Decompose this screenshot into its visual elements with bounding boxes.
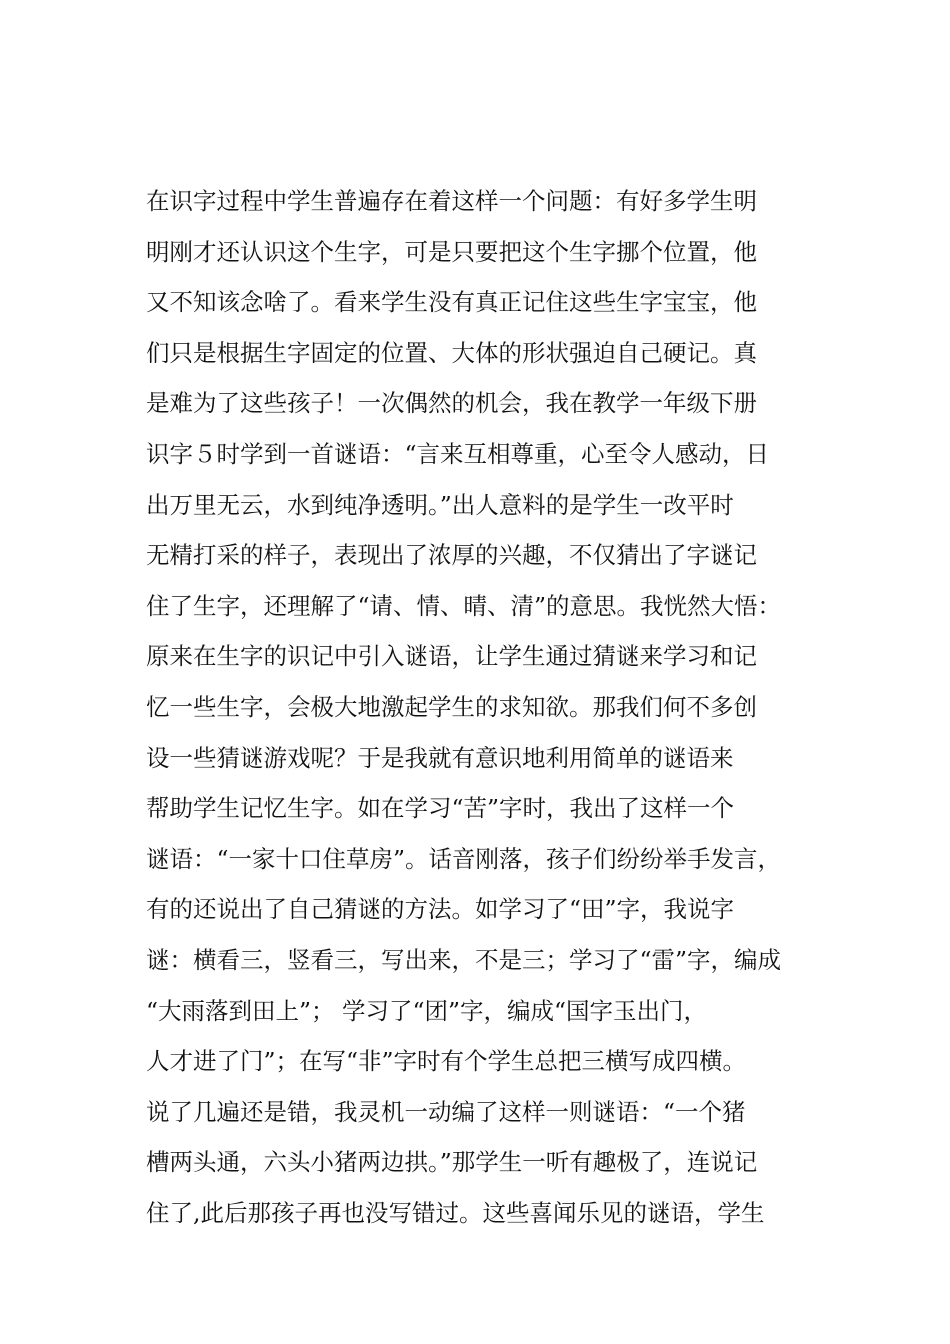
text-line: “大雨落到田上”； 学习了“团”字，编成“国字玉出门， — [146, 996, 708, 1025]
text-line: 识字５时学到一首谜语：“言来互相尊重，心至令人感动，日 — [146, 439, 770, 468]
text-line: 住了生字，还理解了“请、情、晴、清”的意思。我恍然大悟： — [146, 591, 782, 620]
text-line: 人才进了门”；在写“非”字时有个学生总把三横写成四横。 — [146, 1047, 747, 1076]
text-line: 们只是根据生字固定的位置、大体的形状强迫自己硬记。真 — [146, 338, 757, 367]
text-line: 又不知该念啥了。看来学生没有真正记住这些生字宝宝，他 — [146, 288, 757, 317]
text-line: 谜语：“一家十口住草房”。话音刚落，孩子们纷纷举手发言， — [146, 844, 782, 873]
text-line: 无精打采的样子，表现出了浓厚的兴趣，不仅猜出了字谜记 — [146, 541, 757, 570]
text-line: 有的还说出了自己猜谜的方法。如学习了“田”字，我说字 — [146, 895, 735, 924]
text-line: 谜：横看三，竖看三，写出来，不是三；学习了“雷”字，编成 — [146, 945, 782, 974]
text-line: 在识字过程中学生普遍存在着这样一个问题：有好多学生明 — [146, 187, 757, 215]
text-line: 槽两头通，六头小猪两边拱。”那学生一听有趣极了，连说记 — [146, 1148, 758, 1177]
body-paragraph — [146, 176, 826, 1238]
text-line: 出万里无云，水到纯净透明。”出人意料的是学生一改平时 — [146, 490, 734, 519]
text-line: 帮助学生记忆生字。如在学习“苦”字时，我出了这样一个 — [146, 794, 735, 823]
text-line: 设一些猜谜游戏呢？于是我就有意识地利用简单的谜语来 — [146, 743, 734, 772]
text-line: 住了,此后那孩子再也没写错过。这些喜闻乐见的谜语，学生 — [146, 1198, 765, 1227]
text-line: 是难为了这些孩子！一次偶然的机会，我在教学一年级下册 — [146, 389, 757, 418]
text-line: 说了几遍还是错，我灵机一动编了这样一则谜语：“一个猪 — [146, 1097, 746, 1126]
text-line: 明刚才还认识这个生字，可是只要把这个生字挪个位置，他 — [146, 237, 757, 266]
text-line: 忆一些生字，会极大地激起学生的求知欲。那我们何不多创 — [146, 692, 757, 721]
text-line: 原来在生字的识记中引入谜语，让学生通过猜谜来学习和记 — [146, 642, 757, 671]
